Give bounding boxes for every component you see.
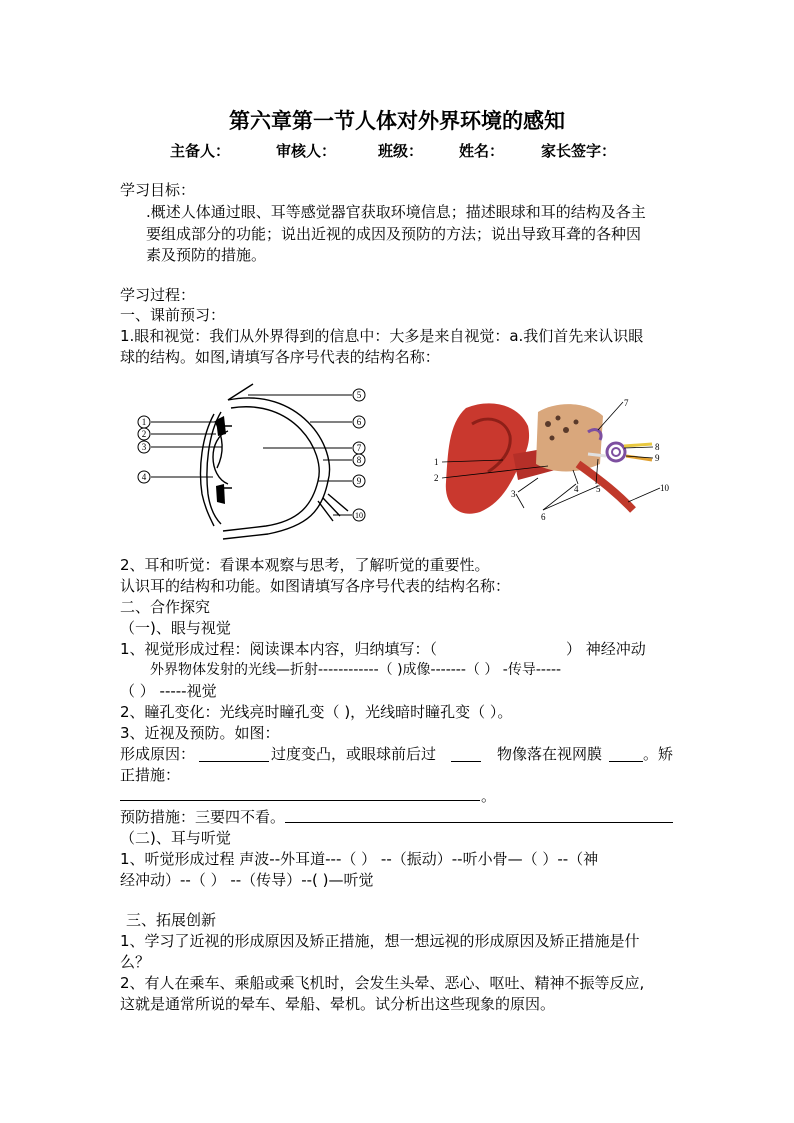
- name-label: 姓名：: [459, 142, 505, 160]
- ear-label: 8: [655, 442, 660, 452]
- ear-label: 7: [624, 398, 629, 408]
- eye-label: 5: [356, 390, 362, 400]
- reviewer-label: 审核人：: [276, 142, 337, 160]
- prevention-label: 预防措施：三要四不看。: [120, 808, 286, 826]
- correction-end: 。: [481, 787, 497, 805]
- answer-blank[interactable]: [285, 822, 673, 823]
- myopia-cause-label: 形成原因：: [120, 745, 196, 763]
- myopia-heading: 3、近视及预防。如图：: [120, 724, 280, 742]
- ear-hearing-subheading: （二)、耳与听觉: [120, 829, 231, 847]
- eye-vision-subheading: （一)、眼与视觉: [120, 619, 231, 637]
- preparer-label: 主备人：: [170, 142, 231, 160]
- eye-label: 6: [356, 417, 362, 427]
- eye-label: 1: [141, 417, 147, 427]
- objectives-line: 要组成部分的功能；说出近视的成因及预防的方法；说出导致耳聋的各种因: [146, 225, 642, 243]
- vision-process-line: 外界物体发射的光线—折射------------（ )成像-------（ ） -传导-----: [150, 662, 562, 678]
- ear-label: 3: [511, 489, 516, 499]
- preview-heading: 一、课前预习：: [120, 306, 226, 324]
- vision-process-line: ） 神经冲动: [566, 640, 646, 658]
- ear-label: 1: [434, 457, 439, 467]
- eye-label: 4: [141, 472, 147, 482]
- ear-label: 10: [660, 483, 669, 493]
- process-heading: 学习过程：: [120, 286, 196, 304]
- eye-question-line: 球的结构。如图,请填写各序号代表的结构名称：: [120, 348, 440, 366]
- ear-label: 2: [434, 473, 439, 483]
- eye-label: 10: [355, 511, 363, 520]
- expand-question: 1、学习了近视的形成原因及矫正措施，想一想远视的形成原因及矫正措施是什: [120, 932, 640, 950]
- page-title: 第六章第一节人体对外界环境的感知: [229, 109, 565, 133]
- ear-label: 6: [541, 512, 546, 522]
- ear-diagram: [428, 394, 678, 529]
- ear-label: 5: [596, 484, 601, 494]
- expand-question: 么？: [120, 953, 151, 971]
- pupil-question: 2、瞳孔变化：光线亮时瞳孔变（ )，光线暗时瞳孔变（ ）。: [120, 703, 513, 721]
- coop-heading: 二、合作探究: [120, 598, 211, 616]
- answer-blank[interactable]: [609, 761, 643, 762]
- expand-question: 2、有人在乘车、乘船或乘飞机时，会发生头晕、恶心、呕吐、精神不振等反应,: [120, 974, 645, 992]
- eye-question-line: 1.眼和视觉：我们从外界得到的信息中：大多是来自视觉：a.我们首先来认识眼: [120, 327, 644, 345]
- answer-blank[interactable]: [451, 761, 481, 762]
- ear-label: 9: [655, 453, 660, 463]
- class-label: 班级：: [378, 142, 424, 160]
- hearing-process-line: 经冲动）--（ ） --（传导）--( )—听觉: [120, 871, 374, 889]
- parent-signature-label: 家长签字：: [541, 142, 617, 160]
- ear-question-line: 认识耳的结构和功能。如图请填写各序号代表的结构名称：: [120, 577, 511, 595]
- objectives-line: .概述人体通过眼、耳等感觉器官获取环境信息；描述眼球和耳的结构及各主: [146, 203, 646, 221]
- vision-process-line: （ ） -----视觉: [120, 682, 217, 700]
- expand-question: 这就是通常所说的晕车、晕船、晕机。试分析出这些现象的原因。: [120, 995, 556, 1013]
- objectives-line: 素及预防的措施。: [146, 246, 267, 264]
- hearing-process-line: 1、听觉形成过程 声波--外耳道---（ ） --（振动）--听小骨—（ ）--（神: [120, 850, 599, 868]
- expand-heading: 三、拓展创新: [126, 911, 217, 929]
- myopia-cause-text: 过度变凸，或眼球前后过: [271, 745, 437, 763]
- correction-label: 正措施：: [120, 766, 181, 784]
- eye-label: 3: [141, 442, 147, 452]
- eye-label: 8: [356, 455, 362, 465]
- eye-label: 7: [356, 443, 362, 453]
- answer-blank[interactable]: [199, 761, 269, 762]
- answer-blank[interactable]: [120, 800, 480, 801]
- myopia-cause-text: 物像落在视网膜: [497, 745, 603, 763]
- eyeball-diagram: [128, 376, 378, 546]
- objectives-heading: 学习目标：: [120, 181, 196, 199]
- ear-question-line: 2、耳和听觉：看课本观察与思考，了解听觉的重要性。: [120, 556, 490, 574]
- eye-label: 2: [141, 429, 147, 439]
- ear-label: 4: [574, 484, 579, 494]
- eye-label: 9: [356, 476, 362, 486]
- myopia-cause-text: 。矫: [643, 745, 674, 763]
- vision-process-line: 1、视觉形成过程：阅读课本内容，归纳填写：（: [120, 640, 438, 658]
